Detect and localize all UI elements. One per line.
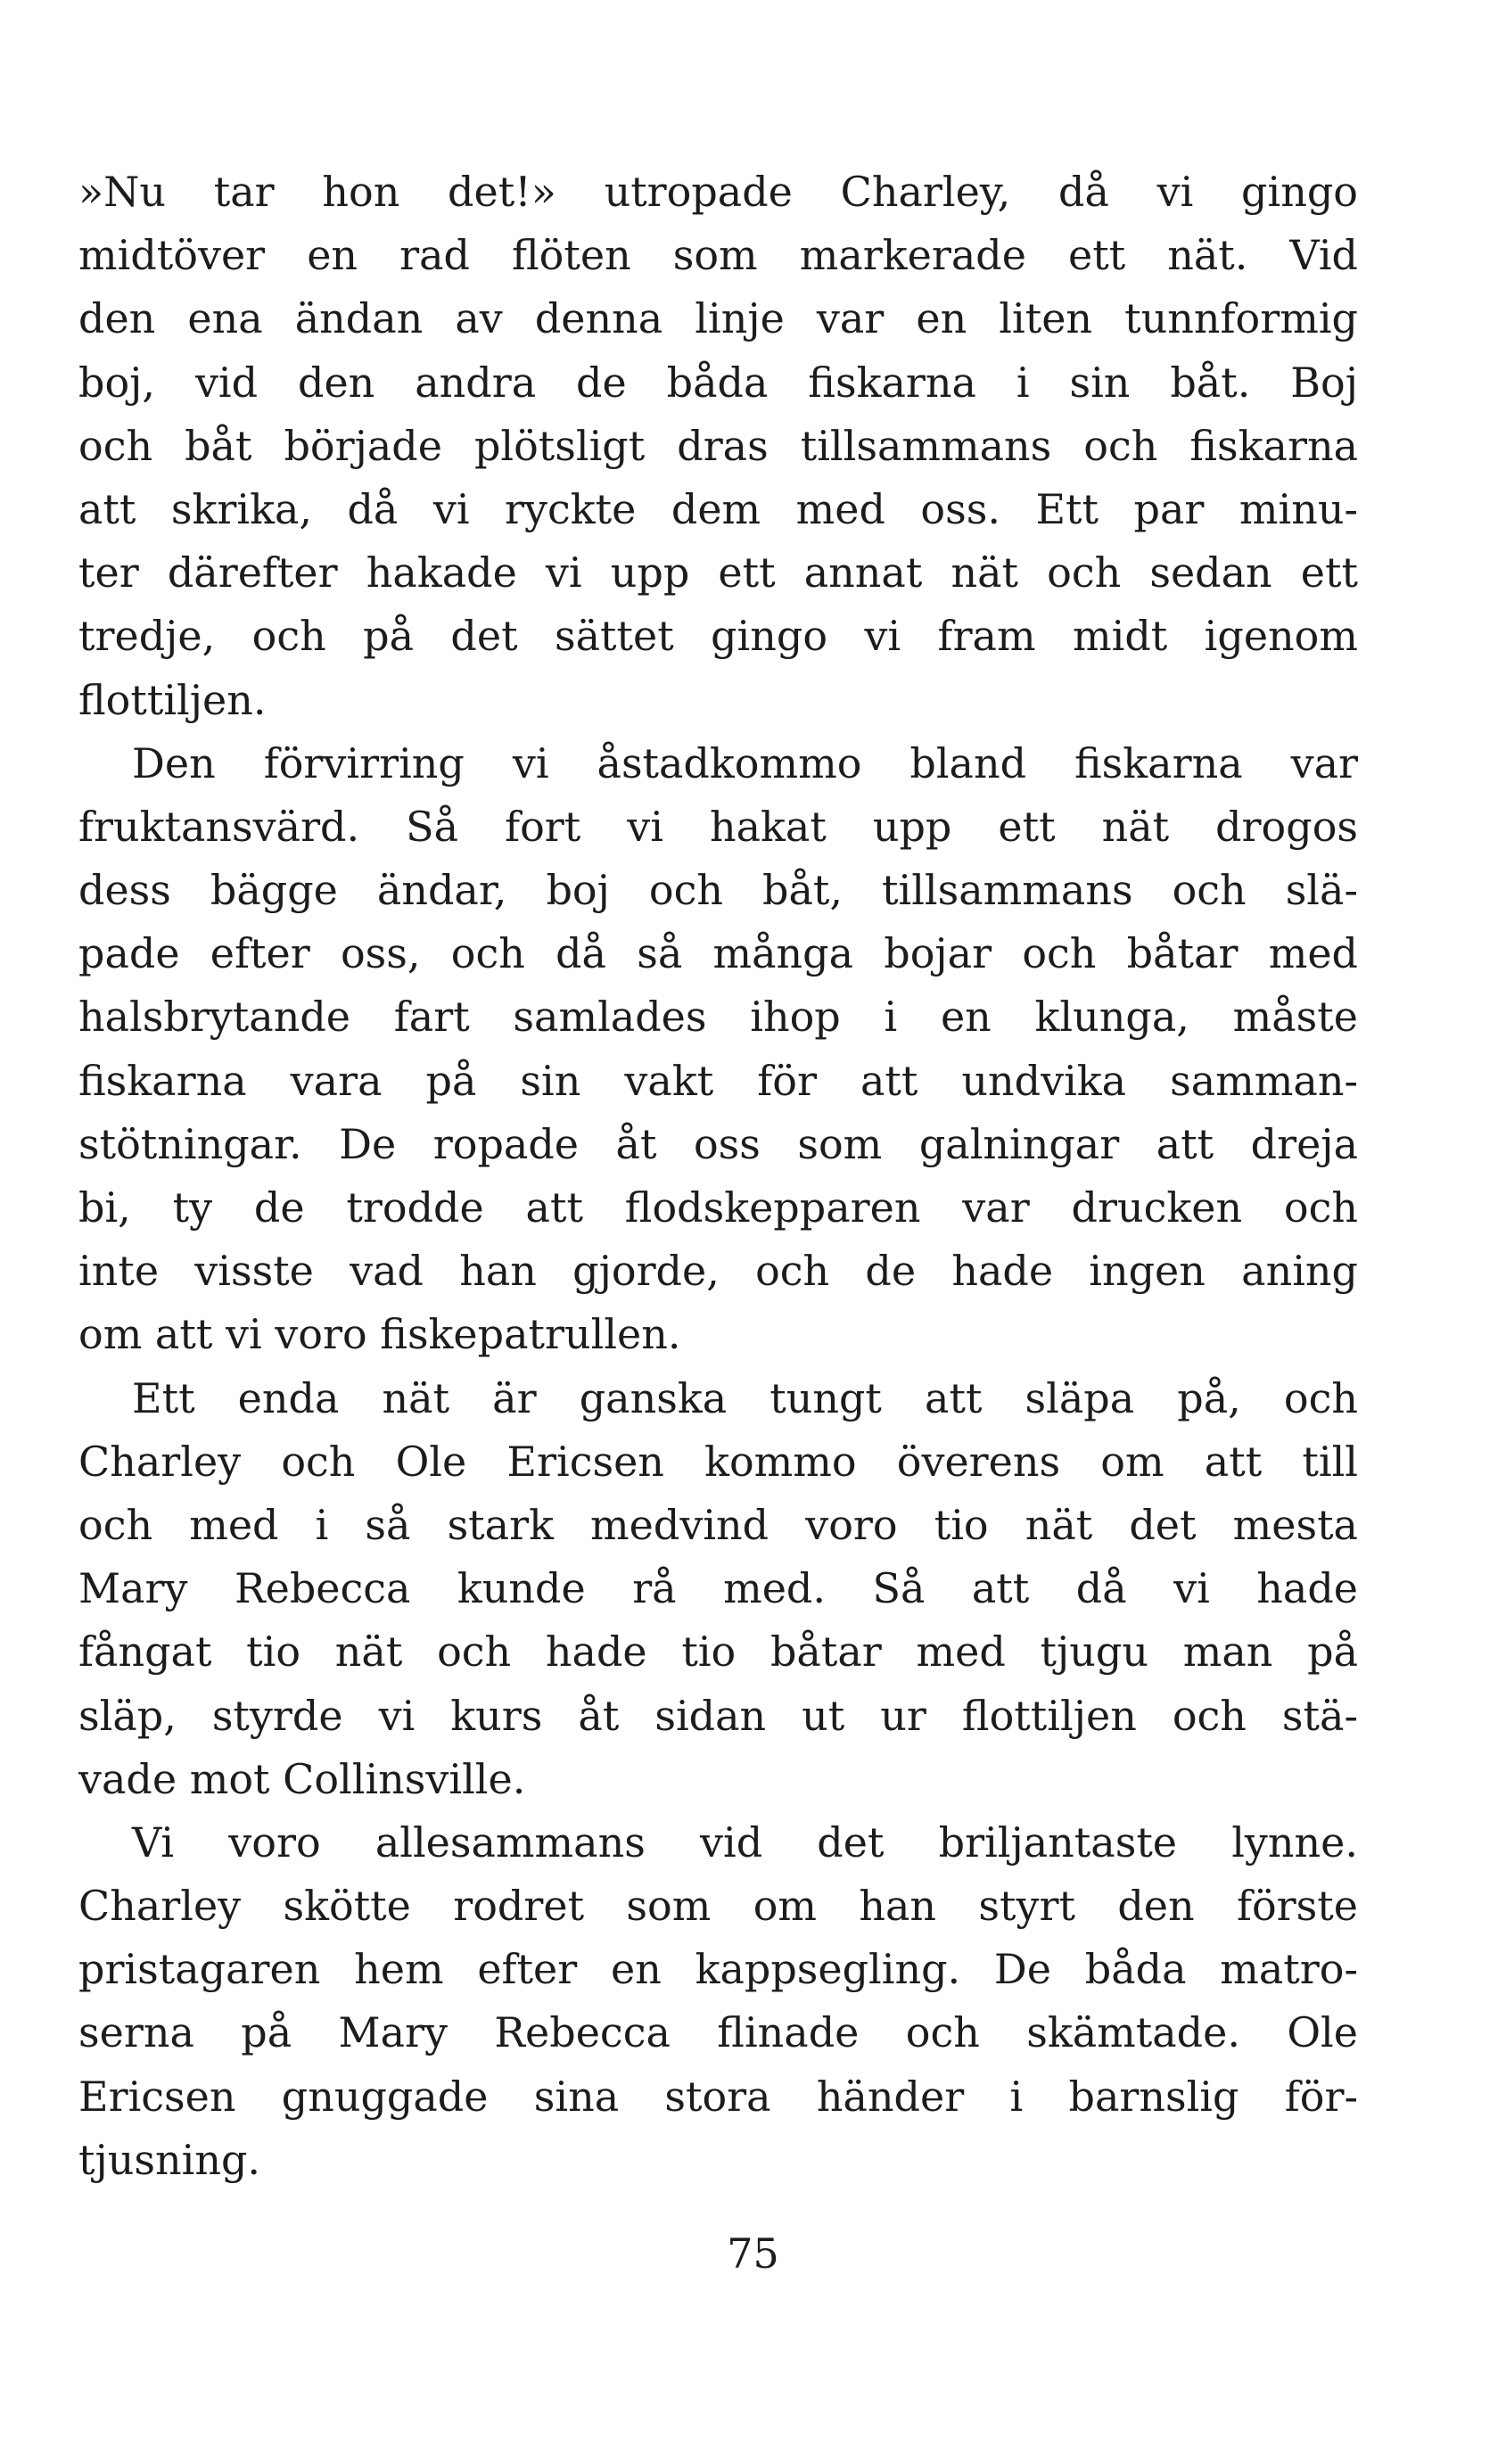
text-line: och båt började plötsligt dras tillsammans och fiskarna — [78, 421, 1358, 470]
text-line: »Nu tar hon det!» utropade Charley, då vi gingo — [78, 168, 1358, 216]
text-line: tjusning. — [78, 2135, 261, 2184]
text-line: boj, vid den andra de båda fiskarna i sin båt. Boj — [78, 358, 1358, 407]
text-line: pade efter oss, och då så många bojar och båtar med — [78, 929, 1358, 978]
text-line: fruktansvärd. Så fort vi hakat upp ett nät drogos — [78, 802, 1358, 851]
text-line: Den förvirring vi åstadkommo bland fiskarna var — [132, 738, 1358, 787]
text-line: bi, ty de trodde att flodskepparen var drucken och — [78, 1183, 1358, 1232]
text-line: pristagaren hem efter en kappsegling. De båda matro- — [78, 1945, 1358, 1994]
text-line: halsbrytande fart samlades ihop i en klunga, måste — [78, 993, 1358, 1042]
text-line: att skrika, då vi ryckte dem med oss. Ett par minu- — [78, 484, 1358, 533]
text-line: och med i så stark medvind voro tio nät det mesta — [78, 1500, 1358, 1549]
text-line: inte visste vad han gjorde, och de hade ingen aning — [78, 1247, 1358, 1296]
text-line: stötningar. De ropade åt oss som galningar att dreja — [78, 1119, 1358, 1168]
text-line: ter därefter hakade vi upp ett annat nät och sedan ett — [78, 548, 1358, 597]
body-text — [78, 161, 1358, 2192]
text-line: midtöver en rad flöten som markerade ett nät. Vid — [78, 231, 1358, 280]
text-line: släp, styrde vi kurs åt sidan ut ur flottiljen och stä- — [78, 1691, 1358, 1740]
text-line: fångat tio nät och hade tio båtar med tjugu man på — [78, 1628, 1358, 1677]
text-line: dess bägge ändar, boj och båt, tillsammans och slä- — [78, 866, 1358, 915]
text-line: Charley skötte rodret som om han styrt den förste — [78, 1882, 1358, 1931]
text-line: vade mot Collinsville. — [78, 1754, 526, 1803]
text-line: flottiljen. — [78, 675, 267, 724]
text-line: den ena ändan av denna linje var en liten tunnformig — [78, 294, 1358, 343]
text-line: fiskarna vara på sin vakt för att undvika samman- — [78, 1056, 1358, 1105]
text-line: Mary Rebecca kunde rå med. Så att då vi hade — [78, 1564, 1358, 1613]
text-line: Ett enda nät är ganska tungt att släpa på, och — [132, 1373, 1358, 1422]
text-line: tredje, och på det sättet gingo vi fram midt igenom — [78, 612, 1358, 661]
text-line: Charley och Ole Ericsen kommo överens om att till — [78, 1437, 1358, 1486]
text-line: serna på Mary Rebecca flinade och skämtade. Ole — [78, 2008, 1358, 2057]
text-line: om att vi voro fiskepatrullen. — [78, 1310, 681, 1359]
text-line: Ericsen gnuggade sina stora händer i barnslig för- — [78, 2072, 1358, 2121]
text-line: Vi voro allesammans vid det briljantaste lynne. — [132, 1817, 1358, 1867]
page-number: 75 — [727, 2229, 779, 2278]
